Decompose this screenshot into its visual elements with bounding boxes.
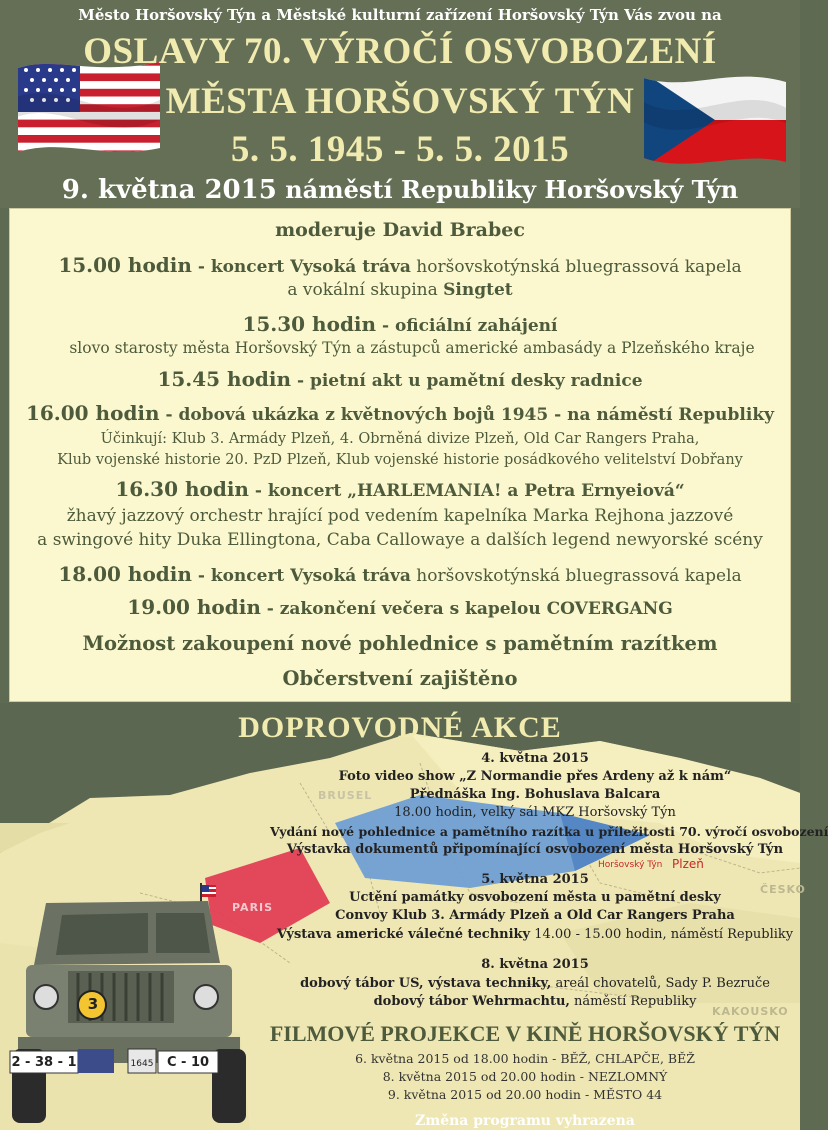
program-item-4-sub2: Klub vojenské historie 20. PzD Plzeň, Klub vojenské historie posádkového velitelství Dobřany xyxy=(57,452,743,468)
program-item-6 xyxy=(10,564,790,586)
item-rest: horšovskotýnská bluegrassová kapela xyxy=(410,566,742,586)
item-time: 18.00 hodin xyxy=(58,562,192,586)
item-title: - dobová ukázka z květnových bojů 1945 - na náměstí Republiky xyxy=(159,405,775,425)
postcard-note: Možnost zakoupení nové pohlednice s pamětním razítkem xyxy=(82,632,718,655)
program-item-3 xyxy=(10,369,790,391)
may5-line1: Uctění památky osvobození města u pamětní desky xyxy=(349,890,721,905)
program-item-5-sub2: a swingové hity Duka Ellingtona, Caba Callowaye a dalších legend newyorské scény xyxy=(37,530,763,550)
may4-line5: Výstavka dokumentů připomínající osvobození města Horšovský Týn xyxy=(286,842,784,857)
item-time: 16.30 hodin xyxy=(115,477,249,501)
item-time: 15.00 hodin xyxy=(58,253,192,277)
item-title: - koncert Vysoká tráva xyxy=(191,566,411,586)
may4-line4: Vydání nové pohlednice a pamětního razítka u příležitosti 70. výročí osvobození xyxy=(270,824,828,839)
item-sub-bold: Singtet xyxy=(443,280,513,300)
may8-date: 8. května 2015 xyxy=(481,957,589,972)
item-sub: a vokální skupina xyxy=(287,280,444,300)
map-label-cesko: ČESKO xyxy=(760,883,806,896)
item-time: 15.45 hodin xyxy=(157,367,292,391)
film-1: 6. května 2015 od 18.00 hodin - BĚŽ, CHLAPČE, BĚŽ xyxy=(355,1051,695,1066)
jeep-badge: 3 xyxy=(87,995,99,1013)
item-title: - pietní akt u pamětní desky radnice xyxy=(291,371,643,391)
film-3: 9. května 2015 od 20.00 hodin - MĚSTO 44 xyxy=(387,1087,663,1102)
map-town-plzen: Plzeň xyxy=(672,857,704,871)
may4-line1: Foto video show „Z Normandie přes Ardeny až k nám“ xyxy=(338,769,732,784)
map-label-kakousko: KAKOUSKO xyxy=(712,1005,789,1018)
may8-line2-bold: dobový tábor Wehrmachtu, xyxy=(373,994,570,1009)
program-item-2-sub: slovo starosty města Horšovský Týn a zástupců americké ambasády a Plzeňského kraje xyxy=(69,339,755,357)
may8-line1 xyxy=(270,976,800,992)
may5-line2: Convoy Klub 3. Armády Plzeň a Old Car Rangers Praha xyxy=(335,908,735,923)
item-time: 16.00 hodin xyxy=(25,401,160,425)
map-label-brusel: BRUSEL xyxy=(318,789,373,802)
item-title: - zakončení večera s kapelou COVERGANG xyxy=(260,599,673,619)
may4-line2: Přednáška Ing. Bohuslava Balcara xyxy=(409,787,661,802)
item-time: 19.00 hodin xyxy=(127,595,261,619)
may5-line3-rest: 14.00 - 15.00 hodin, náměstí Republiky xyxy=(530,927,794,942)
program-item-4 xyxy=(10,403,790,425)
may8-line1-bold: dobový tábor US, výstava techniky, xyxy=(300,976,552,991)
item-title: - koncert „HARLEMANIA! a Petra Ernyeiová“ xyxy=(248,481,685,501)
venue-line xyxy=(0,175,800,205)
venue-date: 9. května 2015 xyxy=(61,175,277,205)
jeep-small-plate: 1645 xyxy=(130,1059,154,1069)
may4-line3: 18.00 hodin, velký sál MKZ Horšovský Týn xyxy=(394,805,676,820)
item-time: 15.30 hodin xyxy=(242,312,377,336)
may5-date: 5. května 2015 xyxy=(481,872,589,887)
program-item-5-sub1: žhavý jazzový orchestr hrající pod vedením kapelníka Marka Rejhona jazzové xyxy=(66,506,734,526)
may5-line3-bold: Výstava americké válečné techniky xyxy=(276,927,531,942)
jeep-plate-left: 2 - 38 - 1 xyxy=(11,1055,77,1070)
map-label-paris: PARIS xyxy=(232,901,274,914)
may8-line2 xyxy=(270,994,800,1010)
program-item-1 xyxy=(10,255,790,277)
venue-place: náměstí Republiky Horšovský Týn xyxy=(285,175,739,204)
title-line-3: 5. 5. 1945 - 5. 5. 2015 xyxy=(230,129,570,170)
program-item-5 xyxy=(10,479,790,501)
accompanying-title: DOPROVODNÉ AKCE xyxy=(238,711,562,744)
item-rest: horšovskotýnská bluegrassová kapela xyxy=(410,257,742,277)
title-line-2: MĚSTA HORŠOVSKÝ TÝN xyxy=(165,81,635,122)
program-box xyxy=(10,209,790,701)
title-line-1: OSLAVY 70. VÝROČÍ OSVOBOZENÍ xyxy=(83,31,717,72)
may8-line1-rest: areál chovatelů, Sady P. Bezruče xyxy=(551,976,770,991)
program-item-2 xyxy=(10,314,790,336)
invite-line: Město Horšovský Týn a Městské kulturní zařízení Horšovský Týn Vás zvou na xyxy=(78,6,722,24)
program-item-7 xyxy=(10,597,790,619)
jeep-illustration xyxy=(8,873,248,1123)
program-item-4-sub1: Účinkují: Klub 3. Armády Plzeň, 4. Obrněná divize Plzeň, Old Car Rangers Praha, xyxy=(100,431,700,447)
item-title: - oficiální zahájení xyxy=(376,316,558,336)
may8-line2-rest: náměstí Republiky xyxy=(569,994,697,1009)
program-item-1-sub xyxy=(10,280,790,300)
header xyxy=(0,0,800,208)
footer-note: Změna programu vyhrazena xyxy=(415,1113,635,1129)
refreshment-note: Občerstvení zajištěno xyxy=(282,667,518,690)
item-title: - koncert Vysoká tráva xyxy=(191,257,411,277)
film-2: 8. května 2015 od 20.00 hodin - NEZLOMNÝ xyxy=(382,1069,668,1084)
may5-line3 xyxy=(270,927,800,943)
moderator: moderuje David Brabec xyxy=(275,219,525,241)
map-town-hortyn: Horšovský Týn xyxy=(598,860,663,870)
may4-date: 4. května 2015 xyxy=(481,751,589,766)
jeep-plate-right: C - 10 xyxy=(166,1055,210,1070)
lower-section xyxy=(0,703,828,1130)
films-title: FILMOVÉ PROJEKCE V KINĚ HORŠOVSKÝ TÝN xyxy=(269,1021,781,1046)
